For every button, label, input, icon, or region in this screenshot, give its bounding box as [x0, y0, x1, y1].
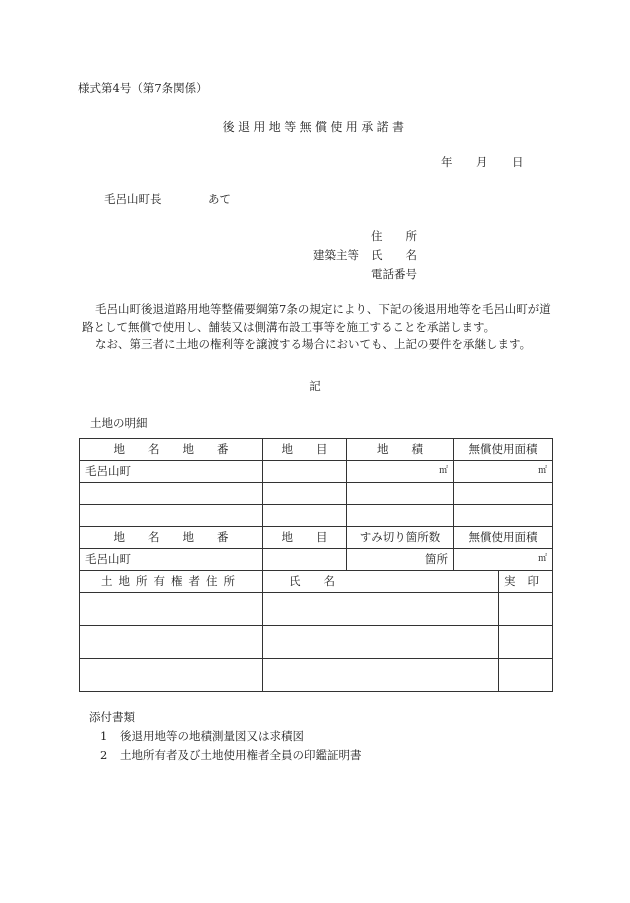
consent-paragraph-2: なお、第三者に土地の権利等を譲渡する場合においても、上記の要件を承継します。 — [95, 337, 532, 351]
ki-heading: 記 — [309, 379, 321, 393]
place-cell[interactable] — [80, 505, 263, 527]
owner-address-cell[interactable] — [80, 626, 263, 659]
addressee-name: 毛呂山町長 — [104, 192, 162, 206]
header-place: 地 名 地 番 — [80, 439, 263, 461]
date-year-label: 年 — [441, 155, 453, 169]
free-area-cell[interactable]: ㎡ — [454, 461, 553, 483]
consent-body — [82, 301, 562, 354]
header-category: 地 目 — [263, 527, 347, 549]
place-cell[interactable] — [80, 483, 263, 505]
signatory-role: 建築主等 — [313, 248, 359, 262]
header-free-area: 無償使用面積 — [454, 439, 553, 461]
table-row — [80, 527, 553, 549]
header-place: 地 名 地 番 — [80, 527, 263, 549]
category-cell[interactable] — [263, 483, 347, 505]
seal-cell[interactable] — [499, 659, 553, 692]
header-seal: 実印 — [499, 571, 553, 593]
table-row — [80, 505, 553, 527]
free-area-cell[interactable] — [454, 505, 553, 527]
attachment-text: 土地所有者及び土地使用権者全員の印鑑証明書 — [120, 748, 362, 762]
attachment-text: 後退用地等の地積測量図又は求積図 — [120, 729, 304, 743]
area-cell[interactable] — [347, 505, 454, 527]
table-row — [80, 659, 553, 692]
attachment-number: 1 — [100, 729, 108, 743]
header-category: 地 目 — [263, 439, 347, 461]
name-label: 氏 名 — [371, 248, 417, 262]
header-corner-count: すみ切り箇所数 — [347, 527, 454, 549]
table-row — [80, 483, 553, 505]
land-details-table — [79, 438, 553, 692]
phone-label: 電話番号 — [371, 267, 417, 281]
table-row — [80, 571, 553, 593]
addressee-suffix: あて — [208, 192, 231, 206]
category-cell[interactable] — [263, 549, 347, 571]
table-row — [80, 593, 553, 626]
header-owner-name: 氏 名 — [263, 571, 499, 593]
town-cell: 毛呂山町 — [80, 549, 263, 571]
town-cell: 毛呂山町 — [80, 461, 263, 483]
owner-name-cell[interactable] — [263, 659, 499, 692]
owner-address-cell[interactable] — [80, 593, 263, 626]
consent-paragraph-1: 毛呂山町後退道路用地等整備要綱第7条の規定により、下記の後退用地等を毛呂山町が道路として無償で使用し、舗装又は側溝布設工事等を施工することを承諾します。 — [82, 302, 551, 334]
date-month-label: 月 — [476, 155, 488, 169]
attachment-item — [100, 731, 304, 743]
free-area-cell[interactable] — [454, 483, 553, 505]
header-free-area: 無償使用面積 — [454, 527, 553, 549]
document-title: 後退用地等無償使用承諾書 — [222, 120, 408, 134]
date-day-label: 日 — [512, 155, 524, 169]
category-cell[interactable] — [263, 505, 347, 527]
attachments-label: 添付書類 — [89, 710, 135, 724]
category-cell[interactable] — [263, 461, 347, 483]
table-row — [80, 626, 553, 659]
header-area: 地 積 — [347, 439, 454, 461]
owner-name-cell[interactable] — [263, 593, 499, 626]
attachment-number: 2 — [100, 748, 108, 762]
form-number: 様式第4号（第7条関係） — [78, 81, 208, 95]
seal-cell[interactable] — [499, 593, 553, 626]
area-cell[interactable]: ㎡ — [347, 461, 454, 483]
table-row — [80, 439, 553, 461]
header-owner-address: 土地所有権者住所 — [80, 571, 263, 593]
free-area-cell[interactable]: ㎡ — [454, 549, 553, 571]
owner-address-cell[interactable] — [80, 659, 263, 692]
land-details-label: 土地の明細 — [90, 416, 148, 430]
owner-name-cell[interactable] — [263, 626, 499, 659]
table-row — [80, 461, 553, 483]
seal-cell[interactable] — [499, 626, 553, 659]
corner-count-cell[interactable]: 箇所 — [347, 549, 454, 571]
address-label: 住 所 — [371, 229, 417, 243]
area-cell[interactable] — [347, 483, 454, 505]
attachment-item — [100, 750, 362, 762]
table-row — [80, 549, 553, 571]
